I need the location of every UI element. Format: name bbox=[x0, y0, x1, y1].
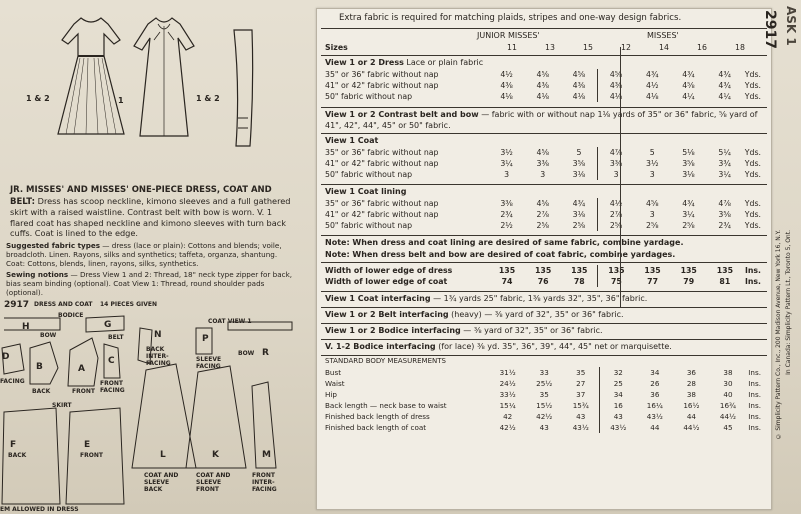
value-cell: 35 bbox=[576, 368, 586, 377]
piece-E-front: FRONT bbox=[80, 452, 103, 459]
size-cell: 14 bbox=[659, 43, 669, 52]
value-cell: 5 bbox=[649, 148, 655, 157]
value-cell: 25½ bbox=[536, 379, 553, 388]
value-cell: 38 bbox=[723, 368, 733, 377]
pieces-dress-label: DRESS AND COAT bbox=[34, 301, 93, 308]
value-cell: 3 bbox=[504, 170, 510, 179]
value-cell: 4⅝ bbox=[536, 70, 550, 79]
unit-cell: Yds. bbox=[744, 170, 761, 179]
value-cell: 27 bbox=[576, 379, 586, 388]
value-cell: 36 bbox=[686, 368, 696, 377]
interfacing-1-text: — 1¾ yards 25" fabric, 1⅜ yards 32", 35", 36" fabric. bbox=[430, 294, 648, 303]
piece-back-interfacing: BACK INTER- FACING bbox=[146, 346, 171, 367]
interfacing-3-text: — ⅜ yard of 32", 35" or 36" fabric. bbox=[460, 326, 603, 335]
fig-label-dress: 1 & 2 bbox=[26, 94, 50, 103]
value-cell: 5⅛ bbox=[682, 148, 695, 157]
value-cell: 2⅝ bbox=[646, 221, 659, 230]
row-label: Width of lower edge of dress bbox=[325, 266, 453, 275]
value-cell: 4⅜ bbox=[536, 81, 550, 90]
piece-C: C bbox=[108, 356, 115, 366]
value-cell: 42½ bbox=[499, 423, 516, 432]
value-cell: 3⅛ bbox=[572, 170, 586, 179]
value-cell: 2⅞ bbox=[598, 209, 635, 220]
value-cell: 45 bbox=[723, 423, 733, 432]
pattern-number-vertical: 2917 bbox=[762, 10, 778, 49]
value-cell: 3 bbox=[649, 210, 655, 219]
fabric-suggestions bbox=[6, 241, 296, 268]
piece-N: N bbox=[154, 330, 162, 340]
unit-cell: Ins. bbox=[748, 368, 761, 377]
value-cell: 4⅜ bbox=[598, 80, 635, 91]
pattern-description bbox=[10, 184, 295, 239]
width-table bbox=[323, 265, 763, 287]
unit-cell: Yds. bbox=[744, 210, 761, 219]
row-label: Bust bbox=[325, 368, 342, 377]
value-cell: 24½ bbox=[499, 379, 516, 388]
unit-cell: Ins. bbox=[748, 423, 761, 432]
belt-illustration bbox=[228, 28, 258, 148]
value-cell: 3 bbox=[540, 170, 546, 179]
unit-cell: Ins. bbox=[748, 412, 761, 421]
value-cell: 43½ bbox=[600, 422, 637, 433]
value-cell: 4⅝ bbox=[536, 148, 550, 157]
value-cell: 2⅝ bbox=[598, 220, 635, 231]
belt-title: View 1 or 2 Contrast belt and bow bbox=[325, 110, 479, 119]
pieces-number: 2917 bbox=[4, 300, 30, 310]
value-cell: 3⅜ bbox=[598, 158, 635, 169]
value-cell: 5 bbox=[576, 148, 582, 157]
value-cell: 33 bbox=[539, 368, 549, 377]
fabric-text: — dress (lace or plain): Cottons and blends; voile, broadcloth. Linen. Rayons, silks and synthetics; taffeta, organza, shantung. Coat: Cottons, blends, linen, rayons, silks, synthetics. bbox=[6, 241, 282, 268]
value-cell: 135 bbox=[498, 266, 516, 275]
row-label: Back length — neck base to waist bbox=[325, 401, 447, 410]
unit-cell: Ins. bbox=[748, 379, 761, 388]
value-cell: 3⅜ bbox=[536, 159, 550, 168]
value-cell: 43 bbox=[539, 423, 549, 432]
piece-back: BACK bbox=[32, 388, 51, 395]
notions-text: — Dress View 1 and 2: Thread, 18" neck type zipper for back, bias seam binding (optional). Coat View 1: Thread, round shoulder pads (optional). bbox=[6, 270, 293, 297]
row-label: 50" fabric without nap bbox=[325, 92, 413, 101]
value-cell: 3⅛ bbox=[572, 210, 586, 219]
value-cell: 74 bbox=[501, 277, 513, 286]
value-cell: 42 bbox=[503, 412, 513, 421]
value-cell: 4⅛ bbox=[536, 92, 550, 101]
value-cell: 3⅛ bbox=[682, 170, 695, 179]
piece-front-facing: FRONT FACING bbox=[100, 380, 125, 394]
junior-misses-header: JUNIOR MISSES' bbox=[477, 31, 540, 40]
piece-bow-2: BOW bbox=[238, 350, 255, 357]
table-row bbox=[323, 422, 763, 433]
piece-coat-front: COAT AND SLEEVE FRONT bbox=[196, 472, 231, 493]
table-row bbox=[323, 198, 763, 209]
edge-text: ASK 1 bbox=[784, 6, 798, 46]
dress-table bbox=[323, 69, 763, 102]
value-cell: 36 bbox=[650, 390, 660, 399]
value-cell: 3¾ bbox=[718, 159, 731, 168]
table-row bbox=[323, 147, 763, 158]
interfacing-2-text: (heavy) — ⅜ yard of 32", 35" or 36" fabric. bbox=[448, 310, 624, 319]
piece-belt: BELT bbox=[108, 334, 124, 341]
interfacing-4-text: (for lace) ⅜ yd. 35", 36", 39", 44", 45" net or marquisette. bbox=[435, 342, 672, 351]
value-cell: 25 bbox=[600, 378, 637, 389]
unit-cell: Yds. bbox=[744, 70, 761, 79]
value-cell: 2½ bbox=[500, 221, 513, 230]
table-row bbox=[323, 80, 763, 91]
value-cell: 4⅛ bbox=[598, 91, 635, 102]
value-cell: 4⅝ bbox=[572, 70, 586, 79]
value-cell: 3½ bbox=[500, 148, 513, 157]
piece-L: L bbox=[160, 450, 166, 460]
piece-front: FRONT bbox=[72, 388, 95, 395]
value-cell: 2¾ bbox=[500, 210, 513, 219]
table-row bbox=[323, 367, 763, 378]
belt-note bbox=[325, 109, 765, 131]
value-cell: 4½ bbox=[598, 198, 635, 209]
value-cell: 4⅝ bbox=[682, 81, 695, 90]
value-cell: 3¼ bbox=[718, 170, 731, 179]
note-1: Note: When dress and coat lining are desired of same fabric, combine yardage. bbox=[325, 238, 684, 247]
row-label: 35" or 36" fabric without nap bbox=[325, 148, 439, 157]
value-cell: 75 bbox=[598, 276, 635, 287]
table-row bbox=[323, 169, 763, 180]
value-cell: 3 bbox=[649, 170, 655, 179]
unit-cell: Yds. bbox=[744, 199, 761, 208]
piece-F-back: BACK bbox=[8, 452, 27, 459]
row-label: Width of lower edge of coat bbox=[325, 277, 448, 286]
coat-table bbox=[323, 147, 763, 180]
value-cell: 15¾ bbox=[572, 401, 589, 410]
interfacing-1-title: View 1 Coat interfacing bbox=[325, 294, 431, 303]
value-cell: 44½ bbox=[719, 412, 737, 421]
row-label: 41" or 42" fabric without nap bbox=[325, 210, 439, 219]
value-cell: 2⅞ bbox=[536, 210, 550, 219]
value-cell: 3½ bbox=[646, 159, 659, 168]
unit-cell: Yds. bbox=[744, 148, 761, 157]
left-panel bbox=[0, 0, 300, 514]
pattern-description-text: Dress has scoop neckline, kimono sleeves and a full gathered skirt with a raised waistline. Contrast belt with bow is worn. V. 1 flared coat has shaped neckline and kimono sleeves with turn back cuffs. Coat is lined to the edge. bbox=[10, 195, 291, 238]
value-cell: 135 bbox=[535, 266, 552, 275]
value-cell: 4⅝ bbox=[536, 199, 550, 208]
value-cell: 4⅞ bbox=[598, 147, 635, 158]
unit-cell: Yds. bbox=[744, 92, 761, 101]
value-cell: 3⅝ bbox=[718, 210, 731, 219]
value-cell: 43 bbox=[600, 411, 637, 422]
interfacing-4-title: V. 1-2 Bodice interfacing bbox=[325, 342, 436, 351]
value-cell: 4⅛ bbox=[646, 92, 659, 101]
value-cell: 43½ bbox=[646, 412, 663, 421]
value-cell: 4⅝ bbox=[598, 69, 635, 80]
piece-F: F bbox=[10, 440, 17, 450]
value-cell: 2⅝ bbox=[572, 221, 586, 230]
value-cell: 4⅞ bbox=[718, 199, 731, 208]
value-cell: 3¼ bbox=[500, 159, 513, 168]
value-cell: 4¾ bbox=[682, 70, 695, 79]
row-label: Finished back length of coat bbox=[325, 423, 427, 432]
row-label: 41" or 42" fabric without nap bbox=[325, 81, 439, 90]
value-cell: 16½ bbox=[683, 401, 700, 410]
table-row bbox=[323, 265, 763, 276]
value-cell: 2⅝ bbox=[536, 221, 550, 230]
row-label: Waist bbox=[325, 379, 345, 388]
interfacing-2 bbox=[325, 310, 624, 319]
bodice-label: BODICE bbox=[58, 312, 84, 319]
value-cell: 40 bbox=[723, 390, 733, 399]
value-cell: 4¾ bbox=[718, 81, 731, 90]
misses-header: MISSES' bbox=[647, 31, 679, 40]
value-cell: 4½ bbox=[646, 81, 659, 90]
piece-D: D bbox=[2, 352, 10, 362]
unit-cell: Ins. bbox=[744, 266, 761, 275]
value-cell: 4¾ bbox=[572, 199, 586, 208]
value-cell: 26 bbox=[650, 379, 660, 388]
coat-title: View 1 Coat bbox=[325, 136, 379, 145]
value-cell: 35 bbox=[539, 390, 549, 399]
row-label: 50" fabric without nap bbox=[325, 221, 413, 230]
extra-fabric-note: Extra fabric is required for matching plaids, stripes and one-way design fabrics. bbox=[339, 13, 682, 23]
row-label: Hip bbox=[325, 390, 337, 399]
size-cell: 11 bbox=[507, 43, 517, 52]
yardage-chart bbox=[316, 8, 772, 510]
value-cell: 32 bbox=[600, 367, 637, 378]
size-cell: 18 bbox=[735, 43, 745, 52]
value-cell: 77 bbox=[647, 277, 658, 286]
value-cell: 3 bbox=[598, 169, 635, 180]
sewing-notions bbox=[6, 270, 296, 297]
table-row bbox=[323, 91, 763, 102]
unit-cell: Yds. bbox=[744, 81, 761, 90]
piece-P: P bbox=[202, 334, 209, 344]
value-cell: 44 bbox=[686, 412, 696, 421]
value-cell: 31½ bbox=[499, 368, 516, 377]
fabric-title: Suggested fabric types bbox=[6, 241, 101, 250]
body-table bbox=[323, 367, 763, 433]
table-row bbox=[323, 378, 763, 389]
row-label: 41" or 42" fabric without nap bbox=[325, 159, 439, 168]
value-cell: 3⅝ bbox=[682, 159, 695, 168]
pieces-given: 14 PIECES GIVEN bbox=[100, 301, 157, 308]
row-label: Finished back length of dress bbox=[325, 412, 430, 421]
piece-G: G bbox=[104, 320, 112, 330]
unit-cell: Ins. bbox=[748, 401, 761, 410]
table-row bbox=[323, 158, 763, 169]
coat-illustration bbox=[130, 12, 198, 142]
lining-title: View 1 Coat lining bbox=[325, 187, 407, 196]
value-cell: 135 bbox=[644, 266, 661, 275]
value-cell: 3⅝ bbox=[572, 159, 586, 168]
interfacing-3 bbox=[325, 326, 603, 335]
unit-cell: Ins. bbox=[744, 277, 761, 286]
value-cell: 135 bbox=[680, 266, 697, 275]
value-cell: 4¾ bbox=[682, 199, 695, 208]
value-cell: 76 bbox=[537, 277, 549, 286]
table-row bbox=[323, 411, 763, 422]
fig-label-coat: 1 bbox=[118, 96, 124, 105]
value-cell: 4¼ bbox=[682, 92, 695, 101]
piece-H: H bbox=[22, 322, 30, 332]
size-cell: 15 bbox=[583, 43, 593, 52]
piece-E: E bbox=[84, 440, 91, 450]
sizes-row bbox=[323, 42, 763, 53]
unit-cell: Yds. bbox=[744, 221, 761, 230]
size-cell: 16 bbox=[697, 43, 707, 52]
lining-table bbox=[323, 198, 763, 231]
value-cell: 81 bbox=[719, 277, 731, 286]
table-row bbox=[323, 389, 763, 400]
value-cell: 4¾ bbox=[718, 70, 731, 79]
value-cell: 38 bbox=[686, 390, 696, 399]
value-cell: 2⅝ bbox=[682, 221, 695, 230]
value-cell: 4¼ bbox=[718, 92, 731, 101]
value-cell: 78 bbox=[573, 277, 585, 286]
value-cell: 44½ bbox=[683, 423, 700, 432]
value-cell: 4½ bbox=[500, 70, 513, 79]
unit-cell: Yds. bbox=[744, 159, 761, 168]
piece-B: B bbox=[36, 362, 43, 372]
value-cell: 5¼ bbox=[718, 148, 731, 157]
value-cell: 3¼ bbox=[682, 210, 695, 219]
copyright-b: In Canada: Simplicity Pattern Lt., Toronto 5, Ont. bbox=[785, 230, 792, 375]
value-cell: 3⅜ bbox=[500, 199, 513, 208]
value-cell: 43½ bbox=[572, 423, 589, 432]
value-cell: 44 bbox=[650, 423, 660, 432]
piece-facing: FACING bbox=[0, 378, 25, 385]
value-cell: 4⅜ bbox=[500, 81, 513, 90]
value-cell: 135 bbox=[571, 266, 588, 275]
value-cell: 34 bbox=[600, 389, 637, 400]
sizes-header-table bbox=[323, 42, 763, 53]
table-row bbox=[323, 400, 763, 411]
value-cell: 4⅝ bbox=[646, 199, 659, 208]
piece-front-interfacing: FRONT INTER- FACING bbox=[252, 472, 277, 493]
row-label: 35" or 36" fabric without nap bbox=[325, 70, 439, 79]
piece-bow: BOW bbox=[40, 332, 57, 339]
note-2: Note: When dress belt and bow are desired of coat fabric, combine yardages. bbox=[325, 250, 676, 259]
table-row bbox=[323, 209, 763, 220]
coat-view-label: COAT VIEW 1 bbox=[208, 318, 252, 325]
pattern-heading: JR. MISSES' AND MISSES' ONE-PIECE DRESS, COAT AND BELT: bbox=[10, 185, 272, 207]
dress-subtitle: Lace or plain fabric bbox=[403, 58, 484, 67]
body-measurements-title: STANDARD BODY MEASUREMENTS bbox=[325, 357, 446, 365]
table-row bbox=[323, 276, 763, 287]
value-cell: 15½ bbox=[536, 401, 553, 410]
piece-R: R bbox=[262, 348, 269, 358]
table-row bbox=[323, 220, 763, 231]
skirt-label: SKIRT bbox=[52, 402, 72, 409]
sizes-label: Sizes bbox=[325, 43, 348, 52]
value-cell: 4⅛ bbox=[500, 92, 513, 101]
value-cell: 2¾ bbox=[718, 221, 731, 230]
value-cell: 4⅜ bbox=[572, 81, 586, 90]
value-cell: 4⅛ bbox=[572, 92, 586, 101]
value-cell: 37 bbox=[576, 390, 586, 399]
interfacing-2-title: View 1 or 2 Belt interfacing bbox=[325, 310, 449, 319]
piece-K: K bbox=[212, 450, 219, 460]
value-cell: 135 bbox=[598, 265, 635, 276]
allowed-text: EM ALLOWED IN DRESS bbox=[0, 506, 79, 513]
value-cell: 42½ bbox=[536, 412, 553, 421]
piece-coat-back: COAT AND SLEEVE BACK bbox=[144, 472, 179, 493]
dress-title bbox=[325, 58, 483, 67]
unit-cell: Ins. bbox=[748, 390, 761, 399]
dress-title-bold: View 1 or 2 Dress bbox=[325, 58, 404, 67]
row-label: 35" or 36" fabric without nap bbox=[325, 199, 439, 208]
size-cell: 13 bbox=[545, 43, 555, 52]
value-cell: 16¾ bbox=[719, 401, 737, 410]
value-cell: 16¼ bbox=[646, 401, 663, 410]
value-cell: 28 bbox=[686, 379, 696, 388]
value-cell: 15¼ bbox=[499, 401, 516, 410]
value-cell: 16 bbox=[600, 400, 637, 411]
value-cell: 4¾ bbox=[646, 70, 659, 79]
row-label: 50" fabric without nap bbox=[325, 170, 413, 179]
value-cell: 79 bbox=[683, 277, 695, 286]
piece-sleeve-facing: SLEEVE FACING bbox=[196, 356, 222, 370]
value-cell: 33½ bbox=[499, 390, 516, 399]
value-cell: 135 bbox=[716, 266, 733, 275]
notions-title: Sewing notions bbox=[6, 270, 69, 279]
interfacing-4 bbox=[325, 342, 672, 351]
interfacing-3-title: View 1 or 2 Bodice interfacing bbox=[325, 326, 461, 335]
fig-label-belt: 1 & 2 bbox=[196, 94, 220, 103]
value-cell: 43 bbox=[576, 412, 586, 421]
piece-A: A bbox=[78, 364, 85, 374]
dress-illustration bbox=[56, 10, 126, 140]
belt-text: — fabric with or without nap 1⅛ yards of 35" or 36" fabric, ⅝ yard of 41", 42", 44", 45" or 50" fabric. bbox=[325, 110, 758, 130]
value-cell: 30 bbox=[723, 379, 733, 388]
size-cell: 12 bbox=[621, 43, 631, 52]
interfacing-1 bbox=[325, 294, 647, 303]
value-cell: 34 bbox=[650, 368, 660, 377]
table-row bbox=[323, 69, 763, 80]
copyright-a: © Simplicity Pattern Co., Inc., 200 Madison Avenue, New York 16, N.Y. bbox=[775, 230, 782, 440]
piece-M: M bbox=[262, 450, 271, 460]
